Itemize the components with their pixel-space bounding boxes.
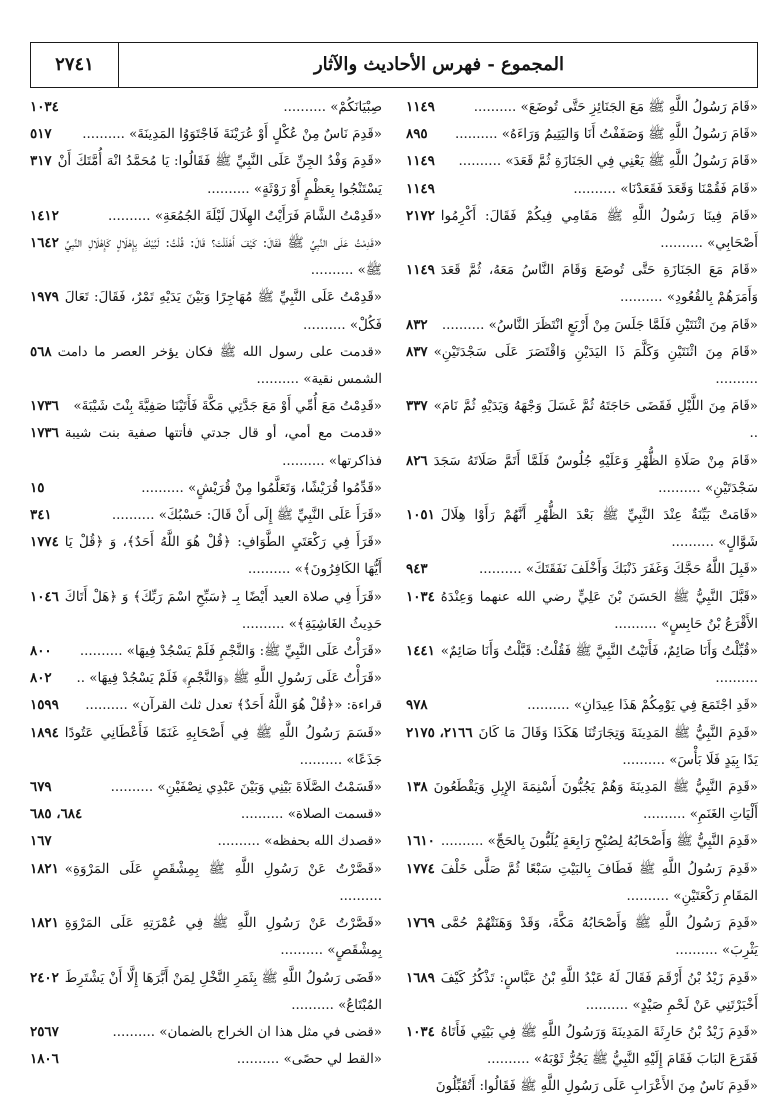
index-entry	[30, 121, 382, 148]
index-entry	[30, 856, 382, 910]
entry-text: «قَدِمَ زَيْدُ بْنُ حَارِثَةَ المَدِينَةَ وَرَسُولُ اللَّهِ ﷺ فِي بَيْتِي فَأَتَاهُ فَقَرَعَ البَابَ فَقَامَ إِلَيْهِ النَّبِيُّ ﷺ يَجُرُّ ثَوْبَهُ» ..........	[440, 1024, 758, 1068]
entry-text: «قضى في مثل هذا ان الخراج بالضمان» ..........	[112, 1024, 382, 1040]
index-entry	[30, 828, 382, 855]
entry-page-number: ٢٥٦٧	[30, 1023, 59, 1040]
entry-page-number: ١٧٧٤	[406, 860, 435, 877]
index-entry	[30, 94, 382, 121]
entry-text: «قَدِمَ رَسُولُ اللَّهِ ﷺ فَطَافَ بِالبَيْتِ سَبْعًا ثُمَّ صَلَّى خَلْفَ المَقَامِ رَكْعَتَيْنِ» ..........	[440, 861, 758, 904]
entry-text: صِبْيَانَكُمْ» ..........	[283, 100, 382, 115]
index-entry	[406, 176, 758, 203]
entry-page-number: ١٧٣٦	[30, 398, 59, 415]
entry-page-number: ١٧٦٩	[406, 915, 435, 932]
entry-page-number: ١٠٣٤	[406, 1023, 435, 1040]
entry-text: «قَامَ فِينَا رَسُولُ اللَّهِ ﷺ مَقَامِي فِيكُمْ فَقَالَ: أَكْرِمُوا أَصْحَابِي» ..........	[440, 208, 758, 252]
index-entry	[30, 965, 382, 1019]
index-entry	[30, 1046, 382, 1073]
entry-text: «قَامَ مَعَ الجَنَازَةِ حَتَّى تُوضَعَ وَقَامَ النَّاسُ مَعَهُ، ثُمَّ قَعَدَ وَأَمَرَهُمْ بِالقُعُودِ» ..........	[440, 263, 758, 306]
index-entry	[406, 257, 758, 311]
index-entry	[406, 203, 758, 257]
entry-text: «قَصَّرْتُ عَنْ رَسُولِ اللَّهِ ﷺ فِي عُمْرَتِهِ عَلَى المَرْوَةِ بِمِشْقَصٍ» ..........	[64, 916, 382, 959]
entry-page-number: ١٦٧	[30, 833, 52, 850]
index-entry	[30, 665, 382, 692]
entry-text: «القط لي حصًى» ..........	[236, 1052, 382, 1068]
entry-page-number: ١٤١٢	[30, 207, 59, 224]
index-entry	[406, 720, 758, 774]
index-entry	[406, 692, 758, 719]
entry-text: «قَدِمْتُ عَلَى النَّبِيِّ ﷺ مُهَاجِرًا وَبَيْنَ يَدَيْهِ تَمْرٌ، فَقَالَ: تَعَالَ فَكُلْ» ..........	[64, 290, 382, 333]
entry-text: «قَدِمْتُ عَلَى النَّبِيِّ ﷺ فَقَالَ: كَيْفَ أَهْلَلْتَ؟ قَالَ: قُلْتُ: لَبَّيْكَ بِإِهْلَالٍ كَإِهْلَالِ النَّبِيِّ ﷺ» ..........	[64, 236, 382, 279]
entry-text: «قَامَ فَقُمْنَا وَقَعَدَ فَقَعَدْنَا» ..........	[573, 181, 758, 197]
index-entry	[406, 584, 758, 638]
entry-text: «قَامَ رَسُولُ اللَّهِ ﷺ يَعْنِي فِي الجَنَازَةِ ثُمَّ قَعَدَ» ..........	[458, 154, 758, 170]
entry-text: قراءة: «﴿قُلْ هُوَ اللَّهُ أَحَدٌ﴾ تعدل ثلث القرآن» ..........	[85, 698, 382, 714]
entry-page-number: ١٧٧٤	[30, 534, 59, 551]
index-entry	[406, 393, 758, 447]
entry-page-number: ٦٧٩	[30, 779, 52, 796]
entry-text: «قَضَى رَسُولُ اللَّهِ ﷺ بِثَمَرِ النَّخْلِ لِمَنْ أَبَّرَهَا إِلَّا أَنْ يَشْتَرِطَ المُبْتَاعُ» ..........	[64, 970, 382, 1013]
entry-text: «قَامَتْ بَيِّنَةٌ عِنْدَ النَّبِيِّ ﷺ بَعْدَ الظُّهْرِ أَنَّهُمْ رَأَوْا هِلَالَ شَوَّالٍ» ..........	[440, 508, 758, 551]
entry-page-number: ٥٦٨	[30, 343, 52, 360]
entry-page-number: ١٥	[30, 479, 45, 496]
index-entry	[30, 393, 382, 420]
entry-text: «قَرَأَ فِي رَكْعَتَيِ الطَّوَافِ: ﴿قُلْ هُوَ اللَّهُ أَحَدٌ﴾، وَ ﴿قُلْ يَا أَيُّهَا الكَافِرُونَ﴾» ..........	[64, 535, 382, 578]
entry-page-number: ١٠٣٤	[406, 588, 435, 605]
index-entry	[30, 638, 382, 665]
left-column	[30, 94, 382, 1084]
entry-text: «قَدِمْتُ مَعَ أُمِّي أَوْ مَعَ جَدَّتِي مَكَّةَ فَأَتَيْنَا صَفِيَّةَ بِنْتَ شَيْبَةَ»	[73, 399, 382, 415]
index-entry	[30, 1019, 382, 1046]
index-entry	[406, 94, 758, 121]
entry-page-number: ٥١٧	[30, 126, 52, 143]
index-entry	[406, 121, 758, 148]
index-entry	[406, 1019, 758, 1073]
entry-page-number: ٨٣٧	[406, 343, 428, 360]
entry-page-number: ١٥٩٩	[30, 697, 59, 714]
entry-page-number: ١٦١٠	[406, 833, 435, 850]
index-entry	[406, 1073, 758, 1100]
entry-text: «قَدِمَ النَّبِيُّ ﷺ المَدِينَةَ وَتِجَارَتُنَا هَكَذَا وَقَالَ مَا كَانَ يَدًا بِيَدٍ فَلَا بَأْسَ» ..........	[478, 725, 758, 768]
entry-page-number: ١٠٥١	[406, 507, 435, 524]
entry-page-number: ١٧٣٦	[30, 425, 59, 442]
index-entry	[406, 502, 758, 556]
entry-page-number: ١٩٧٩	[30, 289, 59, 306]
index-entry	[406, 774, 758, 828]
entry-text: «قَرَأْتُ عَلَى رَسُولِ اللَّهِ ﷺ ﴿وَالنَّجْمِ﴾ فَلَمْ يَسْجُدْ فِيهَا» ..	[76, 671, 382, 687]
entry-text: «قَدِمْتُ الشَّامَ فَرَأَيْتُ الهِلَالَ لَيْلَةَ الجُمُعَةِ» ..........	[108, 208, 382, 224]
index-entry	[30, 284, 382, 338]
entry-page-number: ٨٣٢	[406, 316, 428, 333]
index-entry	[30, 801, 382, 828]
entry-page-number: ١٦٤٢	[30, 235, 59, 252]
index-entry	[30, 420, 382, 474]
entry-text: «قدمت على رسول الله ﷺ فكان يؤخر العصر ما دامت الشمس نقية» ..........	[57, 344, 382, 388]
entry-text: «قَدِمَ رَسُولُ اللَّهِ ﷺ وَأَصْحَابُهُ مَكَّةَ، وَقَدْ وَهَنَتْهُمْ حُمَّى يَثْرِبَ» ..........	[440, 916, 758, 959]
index-entry	[30, 203, 382, 230]
entry-page-number: ١٠٤٦	[30, 588, 59, 605]
index-entry	[406, 312, 758, 339]
entry-text: «قصدك الله بحفظه» ..........	[217, 834, 382, 850]
entry-page-number: ١٨٢١	[30, 915, 59, 932]
entry-text: «قَامَ رَسُولُ اللَّهِ ﷺ مَعَ الجَنَائِزِ حَتَّى تُوضَعَ» ..........	[473, 100, 758, 115]
entry-text: «قَدِمَ النَّبِيُّ ﷺ المَدِينَةَ وَهُمْ يَجُبُّونَ أَسْنِمَةَ الإِبِلِ وَيَقْطَعُونَ أَلْيَاتِ الغَنَمِ» ..........	[433, 780, 758, 823]
entry-text: «قَدِمَ النَّبِيُّ ﷺ وَأَصْحَابُهُ لِصُبْحِ رَابِعَةٍ يُلَبُّونَ بِالحَجِّ» ..........	[440, 834, 758, 850]
entry-text: «قَدِمَ وَفْدُ الجِنِّ عَلَى النَّبِيِّ ﷺ فَقَالُوا: يَا مُحَمَّدُ انْهَ أُمَّتَكَ أَنْ يَسْتَنْجُوا بِعَظْمٍ أَوْ رَوْثَةٍ» ..........	[57, 154, 382, 197]
entry-text: «قَرَأْتُ عَلَى النَّبِيِّ ﷺ: وَالنَّجْمِ فَلَمْ يَسْجُدْ فِيهَا» ..........	[79, 644, 382, 660]
entry-text: «قَدِمَ نَاسٌ مِنَ الأَعْرَابِ عَلَى رَسُولِ اللَّهِ ﷺ فَقَالُوا: أَتُقَبِّلُونَ	[435, 1079, 758, 1095]
entry-text: «قَسَمْتُ الصَّلَاةَ بَيْنِي وَبَيْنَ عَبْدِي نِصْفَيْنِ» ..........	[110, 780, 382, 796]
entry-page-number: ١٣٨	[406, 779, 428, 796]
page-number: ٢٧٤١	[31, 43, 119, 87]
index-entry	[30, 720, 382, 774]
entry-text: «قَامَ مِنْ صَلَاةِ الظُّهْرِ وَعَلَيْهِ جُلُوسٌ فَلَمَّا أَتَمَّ صَلَاتَهُ سَجَدَ سَجْدَتَيْنِ» ..........	[433, 453, 758, 496]
index-entry	[406, 856, 758, 910]
entry-page-number: ١١٤٩	[406, 180, 435, 197]
entry-page-number: ١٨٢١	[30, 860, 59, 877]
entry-text: «قَدِ اجْتَمَعَ فِي يَوْمِكُمْ هَذَا عِيدَانِ» ..........	[527, 698, 758, 714]
entry-text: «قَرَأَ عَلَى النَّبِيِّ ﷺ إِلَى أَنْ قَالَ: حَسْبُكَ» ..........	[111, 508, 382, 524]
entry-text: «قَصَّرْتُ عَنْ رَسُولِ اللَّهِ ﷺ بِمِشْقَصٍ عَلَى المَرْوَةِ» ..........	[64, 861, 382, 904]
entry-text: «قُبِّلْتُ وَأَنَا صَائِمٌ، فَأَتَيْتُ النَّبِيَّ ﷺ فَقُلْتُ: قَبَّلْتُ وَأَنَا صَائِمٌ» ..........	[440, 644, 758, 687]
entry-page-number: ٣١٧	[30, 153, 52, 170]
entry-page-number: ٩٤٣	[406, 561, 428, 578]
entry-page-number: ٩٧٨	[406, 697, 428, 714]
entry-text: «قسمت الصلاة» ..........	[240, 807, 382, 823]
entry-text: «قَامَ مِنَ اثْنَتَيْنِ فَلَمَّا جَلَسَ مِنْ أَرْبَعٍ انْتَظَرَ النَّاسُ» ..........	[441, 317, 758, 333]
index-entry	[406, 910, 758, 964]
entry-page-number: ١١٤٩	[406, 99, 435, 115]
index-entry	[30, 584, 382, 638]
page-title: المجموع - فهرس الأحاديث والآثار	[313, 54, 565, 75]
index-entry	[30, 529, 382, 583]
entry-text: «قَامَ مِنَ اثْنَتَيْنِ وَكَلَّمَ ذَا اليَدَيْنِ وَاقْتَصَرَ عَلَى سَجْدَتَيْنِ» ..........	[433, 344, 758, 388]
entry-page-number: ٣٣٧	[406, 398, 428, 415]
entry-page-number: ٨٩٥	[406, 126, 428, 143]
entry-page-number: ١٤٤١	[406, 643, 435, 660]
entry-text: «قَدِمَ زَيْدُ بْنُ أَرْقَمَ فَقَالَ لَهُ عَبْدُ اللَّهِ بْنُ عَبَّاسٍ: تَذْكُرُ كَيْفَ أَخْبَرْتَنِي عَنْ لَحْمِ صَيْدٍ» ..........	[440, 970, 758, 1013]
entry-text: «قَسَمَ رَسُولُ اللَّهِ ﷺ فِي أَصْحَابِهِ غَنَمًا فَأَعْطَانِي عَتُودًا جَذَعًا» ..........	[64, 725, 382, 768]
right-column	[406, 94, 758, 1095]
entry-page-number: ١٨٩٤	[30, 724, 59, 741]
index-entry	[30, 230, 382, 284]
entry-page-number: ٢١٦٦، ٢١٧٥	[406, 724, 473, 741]
index-entry	[30, 339, 382, 393]
index-entry	[406, 339, 758, 393]
entry-text: «قدمت مع أمي، أو قال جدتي فأتتها صفية بنت شيبة فذاكرتها» ..........	[64, 426, 382, 469]
index-entry	[30, 148, 382, 202]
index-entry	[30, 774, 382, 801]
entry-page-number: ١١٤٩	[406, 262, 435, 279]
entry-page-number: ٨٢٦	[406, 452, 428, 469]
entry-text: «قَبِلَ اللَّهُ حَجَّكَ وَغَفَرَ ذَنْبَكَ وَأَخْلَفَ نَفَقَتَكَ» ..........	[479, 562, 758, 578]
entry-text: «قَامَ مِنَ اللَّيْلِ فَقَضَى حَاجَتَهُ ثُمَّ غَسَلَ وَجْهَهُ وَيَدَيْهِ ثُمَّ نَامَ» ..	[433, 399, 758, 442]
entry-text: «قَدِّمُوا قُرَيْشًا، وَتَعَلَّمُوا مِنْ قُرَيْشٍ» ..........	[141, 480, 382, 496]
entry-page-number: ١٦٨٩	[406, 969, 435, 986]
entry-page-number: ٣٤١	[30, 507, 52, 524]
index-entry	[30, 692, 382, 719]
index-entry	[406, 965, 758, 1019]
entry-page-number: ٨٠٠	[30, 643, 52, 660]
index-entry	[30, 910, 382, 964]
entry-page-number: ٦٨٤، ٦٨٥	[30, 806, 83, 823]
entry-page-number: ٨٠٢	[30, 670, 52, 687]
index-entry	[406, 638, 758, 692]
entry-text: «قَبَّلَ النَّبِيُّ ﷺ الحَسَنَ بْنَ عَلِيٍّ رضي الله عنهما وَعِنْدَهُ الأَقْرَعُ بْنُ حَابِسٍ» ..........	[440, 589, 758, 632]
page	[30, 42, 758, 1095]
entry-text: «قَامَ رَسُولُ اللَّهِ ﷺ وَصَفَفْتُ أَنَا وَاليَتِيمُ وَرَاءَهُ» ..........	[454, 127, 758, 143]
index-entry	[30, 502, 382, 529]
entry-page-number: ١٨٠٦	[30, 1051, 59, 1068]
entry-page-number: ١١٤٩	[406, 153, 435, 170]
entry-text: «قَرَأَ فِي صلاة العيد أَيْضًا بِـ ﴿سَبِّحِ اسْمَ رَبِّكَ﴾ وَ ﴿هَلْ أَتَاكَ حَدِيثُ الغَاشِيَةِ﴾» ..........	[64, 589, 382, 632]
index-entry	[406, 148, 758, 175]
index-entry	[30, 475, 382, 502]
entry-text: «قَدِمَ نَاسٌ مِنْ عُكْلٍ أَوْ عُرَيْنَةَ فَاجْتَوَوُا المَدِينَةَ» ..........	[82, 127, 382, 143]
entry-page-number: ٢١٧٢	[406, 207, 435, 224]
index-entry	[406, 828, 758, 855]
entry-page-number: ١٠٣٤	[30, 99, 59, 115]
index-entry	[406, 556, 758, 583]
index-entry	[406, 448, 758, 502]
entry-page-number: ٢٤٠٢	[30, 969, 59, 986]
page-header	[30, 42, 758, 88]
